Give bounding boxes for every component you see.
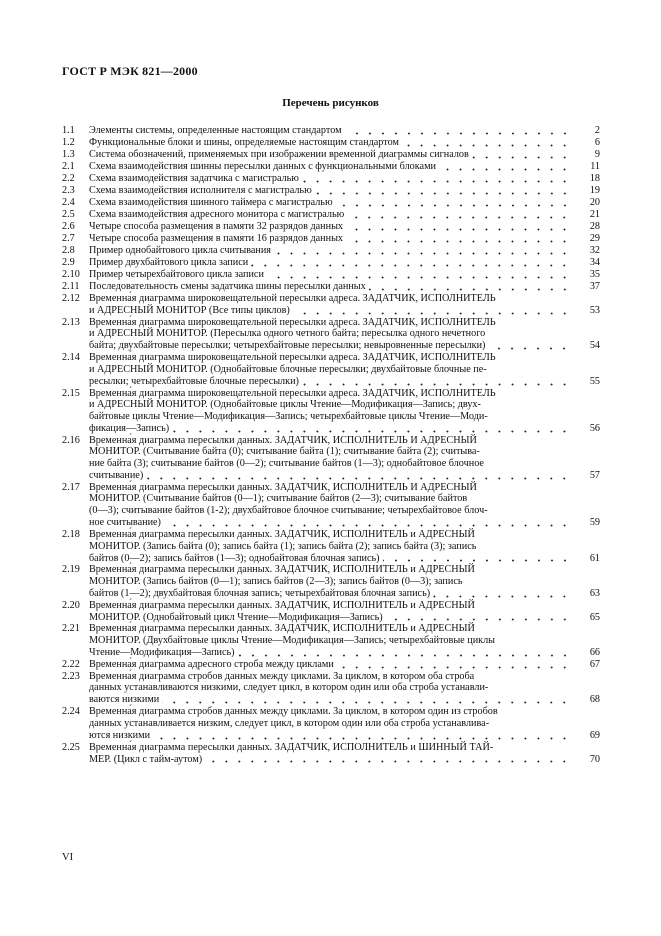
entry-page-number: 54	[589, 340, 600, 352]
entry-number: 2.19	[62, 564, 80, 576]
dot-leader	[346, 233, 571, 243]
dot-leader	[337, 659, 571, 669]
dot-leader	[345, 125, 571, 135]
entry-title-line: МОНИТОР. (Двухбайтовые циклы Чтение—Модификация—Запись; четырехбайтовые циклы	[89, 635, 496, 647]
entry-page-number: 53	[589, 305, 600, 316]
entry-number: 2.18	[62, 528, 80, 540]
entry-title-line: считывание)	[89, 470, 144, 482]
entry-title-line: Пример двухбайтового цикла записи	[89, 257, 249, 269]
entry-number: 2.17	[62, 481, 80, 493]
entry-title-line: ное считывание)	[89, 517, 161, 529]
toc-entry	[62, 352, 600, 387]
entry-page-number: 55	[589, 375, 600, 387]
toc-entry	[62, 245, 600, 257]
entry-page-number: 63	[589, 587, 600, 599]
figure-list	[62, 125, 600, 765]
toc-entry	[62, 564, 600, 599]
toc-entry	[62, 600, 600, 624]
entry-number: 1.1	[62, 125, 75, 136]
dot-leader	[251, 257, 571, 267]
dot-leader	[162, 694, 571, 704]
entry-title-line: МОНИТОР. (Однобайтовый цикл Чтение—Модификация—Запись)	[89, 611, 383, 623]
entry-number: 2.7	[62, 233, 75, 244]
entry-title	[89, 281, 574, 293]
entry-title-line: байтовые циклы Чтение—Модификация—Запись; четырехбайтовые циклы Чтение—Моди-	[89, 410, 488, 422]
entry-number: 2.22	[62, 658, 80, 670]
entry-page-number: 19	[589, 185, 600, 197]
entry-number: 2.11	[62, 281, 80, 292]
entry-page-number: 57	[589, 470, 600, 482]
dot-leader	[336, 197, 571, 207]
entry-page-number: 6	[594, 137, 600, 149]
entry-page-number: 28	[589, 221, 600, 233]
toc-entry	[62, 197, 600, 209]
entry-title-line: байта; двухбайтовые пересылки; четырехбайтовые пересылки; невыровненные пересылки)	[89, 340, 486, 352]
entry-number: 2.13	[62, 316, 80, 328]
entry-number: 2.10	[62, 269, 80, 280]
toc-entry	[62, 185, 600, 197]
entry-title-line: Временна́я диаграмма стробов данных между циклами. За циклом, в котором оба строба	[89, 670, 475, 682]
entry-title	[89, 209, 574, 221]
entry-title-line: байтов (0—2); запись байтов (1—3); однобайтовая блочная запись)	[89, 552, 380, 564]
entry-title	[89, 137, 574, 149]
entry-number: 2.23	[62, 670, 80, 682]
entry-title-line: Временна́я диаграмма пересылки данных. ЗАДАТЧИК, ИСПОЛНИТЕЛЬ и АДРЕСНЫЙ	[89, 528, 475, 540]
entry-page-number: 66	[589, 647, 600, 659]
toc-entry	[62, 317, 600, 352]
entry-title	[89, 623, 574, 658]
entry-number: 2.6	[62, 221, 75, 232]
toc-entry	[62, 659, 600, 671]
entry-title-line: Схема взаимодействия шинного таймера с магистралью	[89, 197, 333, 209]
entry-title-line: и АДРЕСНЫЙ МОНИТОР. (Однобайтовые циклы Чтение—Модификация—Запись; двух-	[89, 399, 481, 411]
dot-leader	[369, 281, 571, 291]
entry-title	[89, 245, 574, 257]
entry-title-line: Временна́я диаграмма пересылки данных. ЗАДАТЧИК, ИСПОЛНИТЕЛЬ и АДРЕСНЫЙ	[89, 623, 475, 635]
toc-entry	[62, 435, 600, 482]
toc-entry	[62, 482, 600, 529]
entry-title-line: и АДРЕСНЫЙ МОНИТОР. (Пересылка одного четного байта; пересылка одного нечетного	[89, 328, 486, 340]
dot-leader	[439, 161, 571, 171]
toc-entry	[62, 137, 600, 149]
dot-leader	[146, 470, 571, 480]
entry-title-line: Последовательность смены задатчика шины пересылки данных	[89, 281, 366, 293]
toc-entry	[62, 269, 600, 281]
dot-leader	[172, 423, 571, 433]
entry-title-line: Чтение—Модификация—Запись)	[89, 647, 235, 659]
dot-leader	[274, 245, 571, 255]
entry-title	[89, 482, 574, 529]
entry-title	[89, 742, 574, 766]
entry-page-number: 70	[589, 753, 600, 765]
entry-page-number: 20	[589, 197, 600, 209]
dot-leader	[402, 137, 571, 147]
entry-title-line: Временна́я диаграмма пересылки данных. ЗАДАТЧИК, ИСПОЛНИТЕЛЬ и АДРЕСНЫЙ	[89, 599, 475, 611]
dot-leader	[164, 517, 571, 527]
entry-page-number: 59	[589, 517, 600, 529]
entry-title	[89, 197, 574, 209]
entry-title-line: Четыре способа размещения в памяти 16 разрядов данных	[89, 233, 344, 245]
dot-leader	[383, 552, 571, 562]
entry-number: 2.16	[62, 434, 80, 446]
dot-leader	[302, 173, 571, 183]
entry-title-line: байтов (1—2); двухбайтовая блочная запись; четырехбайтовая блочная запись)	[89, 587, 431, 599]
entry-number: 2.14	[62, 352, 80, 364]
entry-title	[89, 161, 574, 173]
entry-title-line: ются низкими	[89, 729, 151, 741]
entry-title	[89, 706, 574, 741]
toc-entry	[62, 125, 600, 137]
entry-title-line: Временна́я диаграмма широковещательной пересылки адреса. ЗАДАТЧИК, ИСПОЛНИТЕЛЬ	[89, 387, 496, 399]
entry-title	[89, 125, 574, 137]
toc-entry	[62, 161, 600, 173]
entry-number: 2.2	[62, 173, 75, 184]
dot-leader	[488, 340, 571, 350]
toc-entry	[62, 671, 600, 706]
entry-title	[89, 317, 574, 352]
entry-title-line: Элементы системы, определенные настоящим стандартом	[89, 125, 342, 137]
toc-entry	[62, 173, 600, 185]
entry-number: 2.9	[62, 257, 75, 268]
dot-leader	[302, 376, 571, 386]
entry-title	[89, 435, 574, 482]
entry-title	[89, 659, 574, 671]
entry-title	[89, 269, 574, 281]
entry-title-line: Временна́я диаграмма широковещательной пересылки адреса. ЗАДАТЧИК, ИСПОЛНИТЕЛЬ	[89, 293, 496, 304]
entry-title	[89, 600, 574, 624]
entry-title-line: Временна́я диаграмма пересылки данных. ЗАДАТЧИК, ИСПОЛНИТЕЛЬ И АДРЕСНЫЙ	[89, 434, 477, 446]
dot-leader	[347, 209, 571, 219]
toc-entry	[62, 388, 600, 435]
entry-title	[89, 671, 574, 706]
entry-title-line: МОНИТОР. (Считывание байтов (0—1); считывание байтов (2—3); считывание байтов	[89, 493, 468, 505]
toc-entry	[62, 293, 600, 317]
entry-number: 2.12	[62, 293, 80, 304]
entry-title-line: Схема взаимодействия шинны пересылки данных с функциональными блоками	[89, 161, 436, 173]
entry-title-line: Временна́я диаграмма пересылки данных. ЗАДАТЧИК, ИСПОЛНИТЕЛЬ И АДРЕСНЫЙ	[89, 481, 477, 493]
entry-number: 2.25	[62, 741, 80, 753]
entry-number: 2.20	[62, 599, 80, 611]
entry-number: 2.5	[62, 209, 75, 220]
entry-title-line: Функциональные блоки и шины, определяемые настоящим стандартом	[89, 137, 399, 149]
entry-page-number: 11	[590, 161, 600, 173]
dot-leader	[153, 730, 571, 740]
entry-title-line: Пример четырехбайтового цикла записи	[89, 269, 264, 281]
page-number: VI	[62, 852, 74, 863]
entry-title	[89, 352, 574, 387]
dot-leader	[205, 753, 571, 763]
entry-title	[89, 233, 574, 245]
toc-entry	[62, 149, 600, 161]
entry-title	[89, 173, 574, 185]
dot-leader	[472, 149, 571, 159]
entry-title-line: Временна́я диаграмма стробов данных между циклами. За циклом, в котором один из стробов	[89, 706, 498, 718]
entry-title-line: Схема взаимодействия задатчика с магистралью	[89, 173, 299, 185]
entry-page-number: 68	[589, 694, 600, 706]
entry-title-line: фикация—Запись)	[89, 422, 170, 434]
entry-title-line: данных устанавливаются низкими, следует цикл, в котором один или оба строба устанавли-	[89, 682, 489, 694]
entry-title-line: Схема взаимодействия исполнителя с магистралью	[89, 185, 312, 197]
entry-title-line: Четыре способа размещения в памяти 32 разрядов данных	[89, 221, 344, 233]
entry-title	[89, 149, 574, 161]
dot-leader	[433, 588, 571, 598]
entry-title-line: и АДРЕСНЫЙ МОНИТОР (Все типы циклов)	[89, 305, 290, 316]
toc-entry	[62, 209, 600, 221]
entry-title-line: ние байта (3); считывание байтов (0—2); считывание байтов (1—3); однобайтовое блочное	[89, 458, 484, 470]
entry-title-line: Временна́я диаграмма пересылки данных. ЗАДАТЧИК, ИСПОЛНИТЕЛЬ и АДРЕСНЫЙ	[89, 564, 475, 576]
entry-page-number: 61	[589, 552, 600, 564]
toc-entry	[62, 742, 600, 766]
entry-page-number: 21	[589, 209, 600, 221]
entry-page-number: 18	[589, 173, 600, 185]
toc-entry	[62, 221, 600, 233]
entry-title-line: (0—3); считывание байтов (1-2); двухбайтовое блочное считывание; четырехбайтовое блоч-	[89, 505, 488, 517]
entry-title	[89, 529, 574, 564]
toc-title: Перечень рисунков	[282, 97, 379, 109]
entry-title-line: Временна́я диаграмма адресного строба между циклами	[89, 659, 334, 671]
dot-leader	[386, 611, 571, 621]
entry-page-number: 29	[589, 233, 600, 245]
entry-number: 2.15	[62, 387, 80, 399]
entry-title	[89, 257, 574, 269]
dot-leader	[267, 269, 571, 279]
entry-title-line: Временна́я диаграмма широковещательной пересылки адреса. ЗАДАТЧИК, ИСПОЛНИТЕЛЬ	[89, 352, 496, 364]
toc-entry	[62, 623, 600, 658]
entry-title-line: ваются низкими	[89, 694, 160, 706]
dot-leader	[293, 305, 571, 315]
entry-page-number: 34	[589, 257, 600, 269]
entry-title	[89, 388, 574, 435]
entry-title	[89, 221, 574, 233]
entry-number: 2.4	[62, 197, 75, 208]
entry-title-line: МЕР. (Цикл с тайм-аутом)	[89, 753, 203, 765]
entry-title-line: Временна́я диаграмма широковещательной пересылки адреса. ЗАДАТЧИК, ИСПОЛНИТЕЛЬ	[89, 316, 496, 328]
entry-title-line: ресылки; четырехбайтовые блочные пересылки)	[89, 375, 299, 387]
document-header: ГОСТ Р МЭК 821—2000	[62, 64, 198, 78]
entry-page-number: 2	[594, 125, 600, 137]
entry-page-number: 65	[589, 611, 600, 623]
toc-entry	[62, 281, 600, 293]
entry-title	[89, 185, 574, 197]
entry-title-line: данных устанавливается низким, следует цикл, в котором один или оба строба устанавлива-	[89, 717, 490, 729]
toc-entry	[62, 706, 600, 741]
entry-title-line: и АДРЕСНЫЙ МОНИТОР. (Однобайтовые блочные пересылки; двухбайтовые блочные пе-	[89, 363, 487, 375]
toc-entry	[62, 257, 600, 269]
entry-title-line: МОНИТОР. (Считывание байта (0); считывание байта (1); считывание байта (2); считыва-	[89, 446, 480, 458]
entry-number: 2.21	[62, 623, 80, 635]
entry-number: 1.2	[62, 137, 75, 148]
entry-page-number: 35	[589, 269, 600, 281]
dot-leader	[238, 647, 571, 657]
entry-page-number: 9	[594, 149, 600, 161]
dot-leader	[346, 221, 571, 231]
entry-page-number: 67	[589, 659, 600, 671]
entry-number: 2.1	[62, 161, 75, 172]
entry-page-number: 69	[589, 729, 600, 741]
entry-page-number: 32	[589, 245, 600, 257]
dot-leader	[315, 185, 571, 195]
entry-page-number: 56	[589, 422, 600, 434]
entry-number: 2.8	[62, 245, 75, 256]
entry-number: 1.3	[62, 149, 75, 160]
toc-entry	[62, 233, 600, 245]
entry-number: 2.24	[62, 706, 80, 718]
entry-title-line: МОНИТОР. (Запись байтов (0—1); запись байтов (2—3); запись байтов (0—3); запись	[89, 575, 463, 587]
entry-title-line: Пример однобайтового цикла считывания	[89, 245, 271, 257]
toc-entry	[62, 529, 600, 564]
entry-title	[89, 564, 574, 599]
entry-number: 2.3	[62, 185, 75, 196]
entry-title-line: Схема взаимодействия адресного монитора с магистралью	[89, 209, 345, 221]
entry-title-line: МОНИТОР. (Запись байта (0); запись байта (1); запись байта (2); запись байта (3); запись	[89, 540, 477, 552]
entry-page-number: 37	[589, 281, 600, 293]
entry-title	[89, 293, 574, 317]
entry-title-line: Временна́я диаграмма пересылки данных. ЗАДАТЧИК, ИСПОЛНИТЕЛЬ и ШИННЫЙ ТАЙ-	[89, 741, 494, 753]
entry-title-line: Система обозначений, применяемых при изображении временной диаграммы сигналов	[89, 149, 469, 161]
